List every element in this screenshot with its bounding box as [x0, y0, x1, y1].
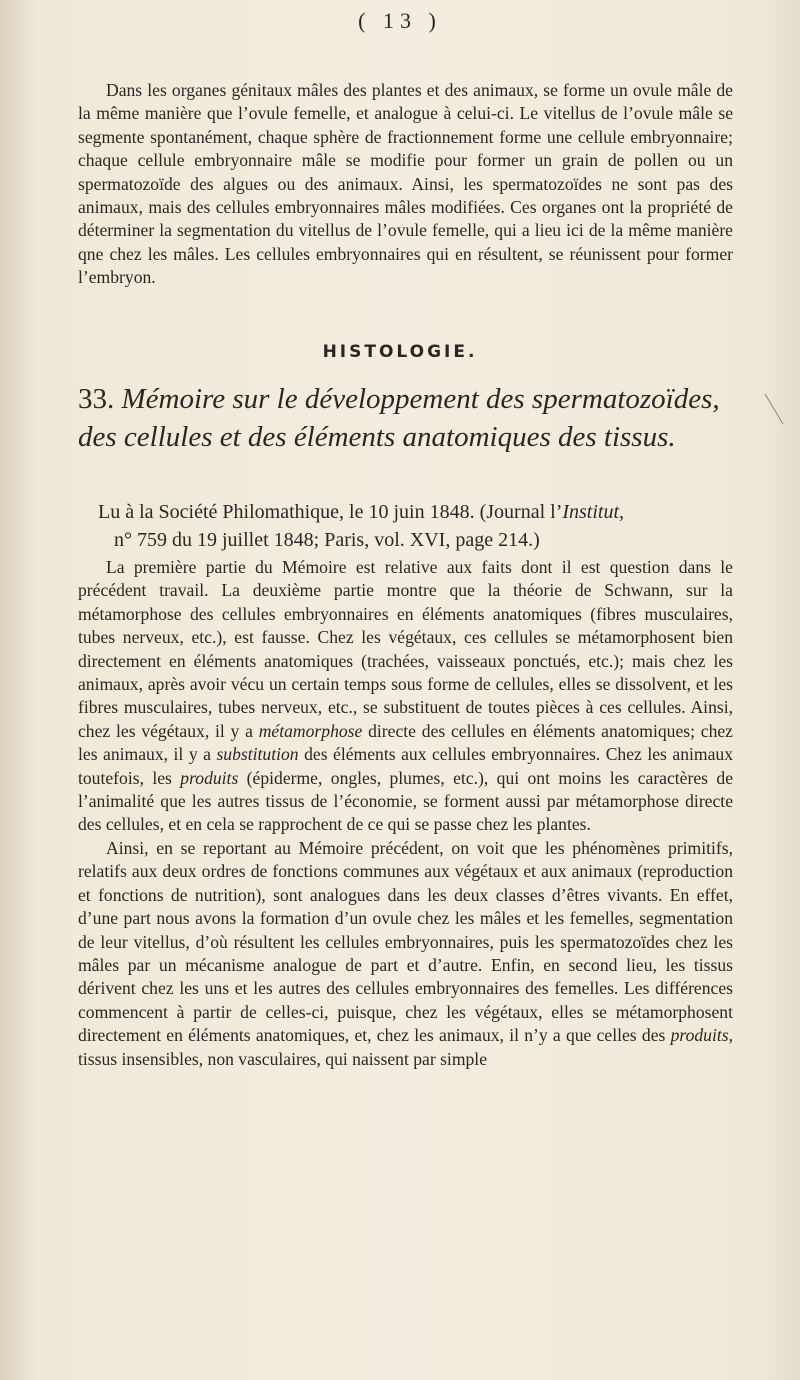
citation-text-1: Lu à la Société Philomathique, le 10 juin 1848. (Journal l’ [98, 501, 563, 523]
article-number: 33. [78, 383, 115, 415]
p1-italic-produits: produits [180, 767, 239, 788]
main-paragraph-1 [78, 556, 733, 837]
p1-text-d: (épiderme, ongles, plumes, etc.), qui ont moins les caractères de l’animalité que les autres tissus de l’économie, se forment aussi par métamorphose directe des cellules, et en cela se rapprochent de ce qui se passe chez les plantes. [78, 767, 733, 835]
citation-journal-name: Institut, [562, 501, 625, 523]
p1-text-a: La première partie du Mémoire est relative aux faits dont il est question dans le précédent travail. La deuxième partie montre que la théorie de Schwann, sur la métamorphose des cellules embryonnaires en éléments anatomiques (fibres musculaires, tubes nerveux, etc.), est fausse. Chez les végétaux, ces cellules se métamorphosent bien directement en éléments anatomiques (trachées, vaisseaux ponctués, etc.); mais chez les animaux, après avoir vécu un certain temps sous forme de cellules, elles se dissolvent, et les fibres musculaires, tubes nerveux, etc., se substituent de toutes pièces à ces cellules. Ainsi, chez les végétaux, il y a [78, 557, 733, 741]
article-title-text: Mémoire sur le développement des spermatozoïdes, des cellules et des éléments anatomiques des tissus. [78, 383, 720, 453]
p1-italic-metamorphose: métamorphose [258, 720, 363, 741]
article-title [78, 380, 738, 456]
p2-text-a: Ainsi, en se reportant au Mémoire précédent, on voit que les phénomènes primitifs, relatifs aux deux ordres de fonctions communes aux végétaux et aux animaux (reproduction et fonctions de nutrition), sont analogues dans les deux classes d’êtres vivants. En effet, d’une part nous avons la formation d’un ovule chez les mâles et les femelles, segmentation de leur vitellus, d’où résultent les cellules embryonnaires, puis les spermatozoïdes chez les mâles par un mécanisme analogue de part et d’autre. Enfin, en second lieu, les tissus dérivent chez les uns et les autres des cellules embryonnaires des femelles. Les différences commencent à partir de celles-ci, puisque, chez les végétaux, elles se métamorphosent directement en éléments anatomiques, et, chez les animaux, il n’y a que celles des [78, 837, 733, 1046]
intro-text-block [78, 79, 733, 290]
main-text-block [78, 556, 733, 1071]
p1-text-c: des éléments aux cellules embryonnaires. Chez les animaux toutefois, les [78, 744, 733, 788]
intro-paragraph: Dans les organes génitaux mâles des plantes et des animaux, se forme un ovule mâle de la même manière que l’ovule femelle, et analogue à celui-ci. Le vitellus de l’ovule mâle se segmente spontanément, chaque sphère de fractionnement forme une cellule embryonnaire; chaque cellule embryonnaire mâle se modifie pour former un grain de pollen ou un spermatozoïde des algues ou des animaux. Ainsi, les spermatozoïdes ne sont pas des animaux, mais des cellules embryonnaires mâles modifiées. Ces organes ont la propriété de déterminer la segmentation du vitellus de l’ovule femelle, qui a lieu ici de la même manière qne chez les mâles. Les cellules embryonnaires qui en résultent, se réunissent pour former l’embryon. [78, 80, 733, 288]
margin-pencil-mark [763, 392, 787, 428]
citation-text-2: n° 759 du 19 juillet 1848; Paris, vol. XVI, page 214.) [114, 529, 540, 551]
page-number: ( 13 ) [358, 8, 442, 33]
section-heading: HISTOLOGIE. [322, 342, 478, 362]
p1-text-b: directe des cellules en éléments anatomiques; chez les animaux, il y a [78, 720, 733, 765]
p2-text-b: tissus insensibles, non vasculaires, qui naissent par simple [78, 1048, 488, 1069]
p2-italic-produits: produits, [670, 1025, 733, 1046]
main-paragraph-2 [78, 837, 733, 1071]
p1-italic-substitution: substitution [216, 744, 299, 765]
article-citation [78, 498, 738, 554]
